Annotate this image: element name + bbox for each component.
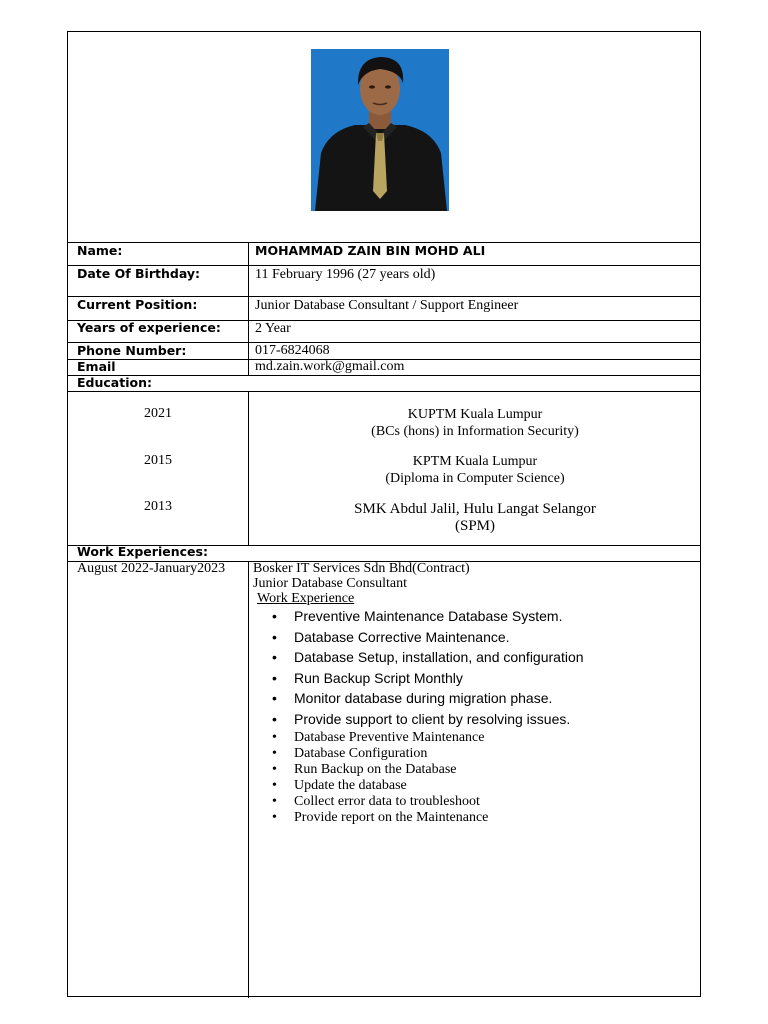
dob-label: Date Of Birthday:: [77, 266, 201, 281]
duty-item: [272, 794, 488, 810]
bullet-icon: •: [272, 649, 277, 666]
education-entry: [248, 501, 702, 535]
education-year: 2021: [144, 406, 172, 421]
education-year: 2015: [144, 453, 172, 468]
company-name: Bosker IT Services Sdn Bhd(Contract): [253, 561, 470, 576]
school-name: KPTM Kuala Lumpur: [412, 454, 538, 469]
resume-page: [67, 31, 701, 997]
table-rule: [68, 375, 700, 376]
bullet-icon: •: [272, 746, 277, 761]
dob-value: 11 February 1996 (27 years old): [255, 267, 436, 282]
duty-text: Collect error data to troubleshoot: [294, 794, 480, 809]
duty-item: [272, 668, 584, 689]
duty-item: [272, 627, 584, 648]
duty-text: Database Preventive Maintenance: [294, 730, 485, 745]
bullet-icon: •: [272, 810, 277, 825]
duty-text: Monitor database during migration phase.: [294, 690, 553, 707]
duty-text: Run Backup Script Monthly: [294, 669, 463, 686]
duty-item: [272, 606, 584, 627]
education-label: Education:: [77, 375, 152, 390]
duty-item: [272, 778, 488, 794]
duty-text: Provide report on the Maintenance: [294, 810, 489, 825]
duty-text: Run Backup on the Database: [294, 762, 457, 777]
duty-item: [272, 762, 488, 778]
duty-item: [272, 810, 489, 826]
education-year: 2013: [144, 499, 172, 514]
duty-text: Provide support to client by resolving issues.: [294, 710, 571, 727]
duty-item: [272, 709, 584, 730]
position-value: Junior Database Consultant / Support Engineer: [255, 298, 519, 313]
work-label: Work Experiences:: [77, 544, 208, 559]
job-role: Junior Database Consultant: [253, 576, 407, 591]
school-name: KUPTM Kuala Lumpur: [407, 407, 543, 422]
work-details: [253, 561, 470, 606]
duty-text: Preventive Maintenance Database System.: [294, 608, 563, 624]
bullet-icon: •: [272, 710, 277, 727]
phone-value: 017-6824068: [255, 343, 330, 358]
bullet-icon: •: [272, 690, 277, 707]
name-value: MOHAMMAD ZAIN BIN MOHD ALI: [255, 243, 486, 258]
person-portrait-icon: [311, 49, 449, 211]
bullet-icon: •: [272, 794, 277, 809]
education-entry: [248, 453, 702, 487]
duties-list-primary: [272, 606, 584, 730]
bullet-icon: •: [272, 628, 277, 645]
work-period: August 2022-January2023: [77, 561, 226, 576]
duty-text: Database Setup, installation, and configuration: [294, 649, 584, 666]
qualification: (BCs (hons) in Information Security): [371, 424, 579, 439]
table-rule: [68, 391, 700, 392]
bullet-icon: •: [272, 778, 277, 793]
duties-list-secondary: [272, 730, 489, 826]
duty-item: [272, 647, 584, 668]
bullet-icon: •: [272, 669, 277, 686]
work-experience-heading: Work Experience: [257, 591, 355, 606]
experience-label: Years of experience:: [77, 320, 221, 335]
profile-photo: [311, 49, 449, 211]
position-label: Current Position:: [77, 297, 198, 312]
education-entry: [248, 406, 702, 440]
duty-text: Database Corrective Maintenance.: [294, 628, 510, 645]
experience-value: 2 Year: [255, 321, 291, 336]
email-value: md.zain.work@gmail.com: [255, 359, 405, 374]
qualification: (SPM): [454, 518, 495, 534]
duty-item: [272, 746, 488, 762]
email-label: Email: [77, 359, 116, 374]
bullet-icon: •: [272, 730, 277, 745]
column-divider: [248, 561, 249, 998]
duty-text: Update the database: [294, 778, 407, 793]
duty-item: [272, 730, 488, 746]
qualification: (Diploma in Computer Science): [385, 471, 565, 486]
phone-label: Phone Number:: [77, 343, 187, 358]
name-label: Name:: [77, 243, 123, 258]
duty-text: Database Configuration: [294, 746, 428, 761]
bullet-icon: •: [272, 762, 277, 777]
school-name: SMK Abdul Jalil, Hulu Langat Selangor: [354, 501, 596, 517]
duty-item: [272, 688, 584, 709]
bullet-icon: •: [272, 608, 277, 624]
column-divider: [248, 242, 249, 375]
